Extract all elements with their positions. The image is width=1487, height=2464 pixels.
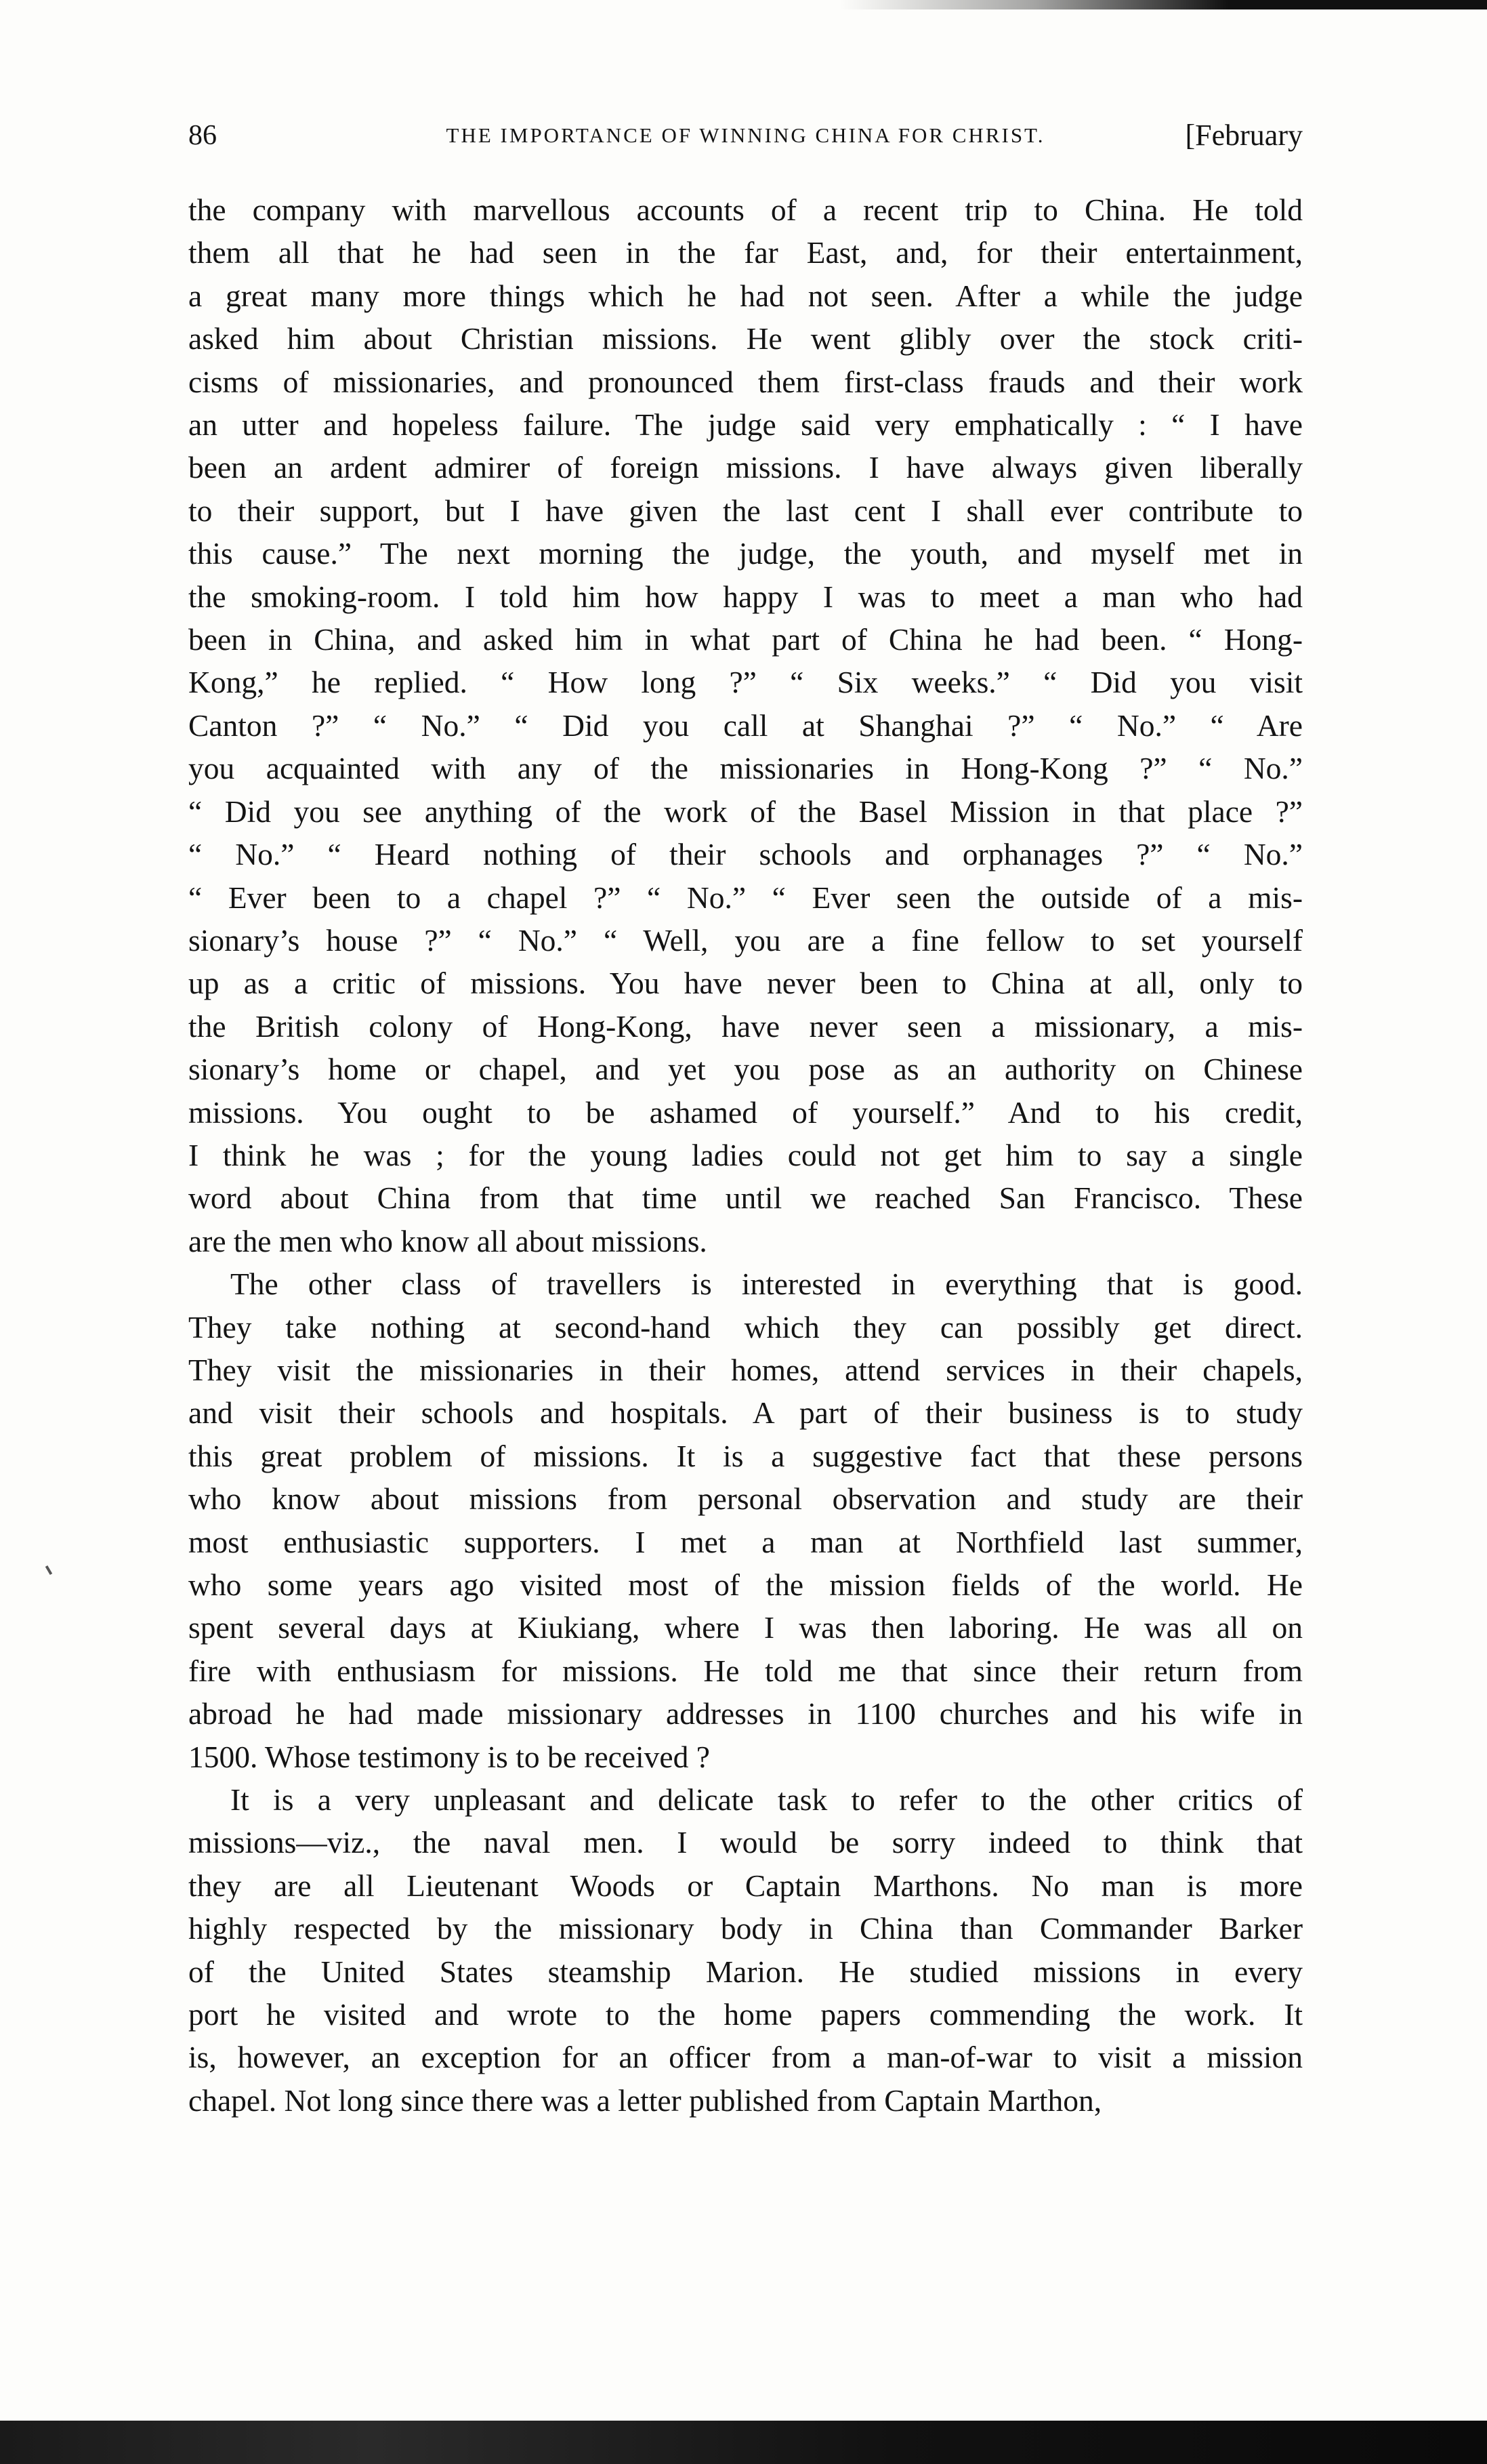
text-line: cisms of missionaries, and pronounced them first-class frauds and their work — [188, 364, 1303, 399]
text-line: chapel. Not long since there was a letter published from Captain Marthon, — [188, 2082, 1102, 2118]
text-line: the smoking-room. I told him how happy I was to meet a man who had — [188, 579, 1303, 614]
text-line: port he visited and wrote to the home papers commending the work. It — [188, 1997, 1303, 2032]
text-line: word about China from that time until we reached San Francisco. These — [188, 1180, 1303, 1216]
text-line: and visit their schools and hospitals. A part of their business is to study — [188, 1395, 1303, 1431]
text-line: sionary’s house ?” “ No.” “ Well, you are a fine fellow to set yourself — [188, 922, 1303, 958]
text-line: “ Ever been to a chapel ?” “ No.” “ Ever seen the outside of a mis- — [188, 880, 1303, 915]
text-line: up as a critic of missions. You have never been to China at all, only to — [188, 966, 1303, 1001]
text-line: most enthusiastic supporters. I met a man at Northfield last summer, — [188, 1524, 1303, 1559]
text-line: is, however, an exception for an officer from a man-of-war to visit a mission — [188, 2040, 1303, 2075]
text-line: are the men who know all about missions. — [188, 1223, 707, 1258]
text-line: missions. You ought to be ashamed of yourself.” And to his credit, — [188, 1094, 1303, 1130]
text-line: They visit the missionaries in their homes, attend services in their chapels, — [188, 1352, 1303, 1387]
text-line: spent several days at Kiukiang, where I was then laboring. He was all on — [188, 1610, 1303, 1645]
scan-edge-top — [840, 0, 1487, 9]
text-line: 1500. Whose testimony is to be received ? — [188, 1739, 710, 1774]
page-number: 86 — [188, 120, 217, 151]
text-line: “ No.” “ Heard nothing of their schools and orphanages ?” “ No.” — [188, 837, 1303, 872]
text-line: Canton ?” “ No.” “ Did you call at Shanghai ?” “ No.” “ Are — [188, 707, 1303, 743]
text-line: this cause.” The next morning the judge, the youth, and myself met in — [188, 536, 1303, 571]
text-line: them all that he had seen in the far East, and, for their entertainment, — [188, 235, 1303, 270]
scan-edge-bottom — [0, 2421, 1487, 2464]
text-line: a great many more things which he had not seen. After a while the judge — [188, 278, 1303, 313]
text-line: They take nothing at second-hand which they can possibly get direct. — [188, 1309, 1303, 1344]
text-line: to their support, but I have given the last cent I shall ever contribute to — [188, 493, 1303, 528]
scan-speck — [45, 1565, 52, 1575]
running-month: [February — [1185, 119, 1303, 152]
text-line: who know about missions from personal observation and study are their — [188, 1481, 1303, 1517]
text-line: highly respected by the missionary body in China than Commander Barker — [188, 1911, 1303, 1946]
text-line: I think he was ; for the young ladies could not get him to say a single — [188, 1137, 1303, 1172]
text-line: the company with marvellous accounts of a recent trip to China. He told — [188, 192, 1303, 227]
running-header — [188, 115, 1303, 156]
text-line: who some years ago visited most of the mission fields of the world. He — [188, 1567, 1303, 1602]
text-line: fire with enthusiasm for missions. He told me that since their return from — [188, 1653, 1303, 1688]
text-line: asked him about Christian missions. He went glibly over the stock criti- — [188, 321, 1303, 356]
text-line: missions—viz., the naval men. I would be sorry indeed to think that — [188, 1825, 1303, 1860]
text-line: sionary’s home or chapel, and yet you pose as an authority on Chinese — [188, 1052, 1303, 1087]
text-line: been in China, and asked him in what part of China he had been. “ Hong- — [188, 622, 1303, 657]
text-line: you acquainted with any of the missionaries in Hong-Kong ?” “ No.” — [188, 751, 1303, 786]
text-line: an utter and hopeless failure. The judge said very emphatically : “ I have — [188, 407, 1303, 443]
text-line: Kong,” he replied. “ How long ?” “ Six weeks.” “ Did you visit — [188, 665, 1303, 700]
text-line: It is a very unpleasant and delicate task to refer to the other critics of — [230, 1782, 1303, 1818]
text-line: of the United States steamship Marion. He studied missions in every — [188, 1954, 1303, 1989]
text-line: this great problem of missions. It is a suggestive fact that these persons — [188, 1438, 1303, 1473]
body-text — [188, 188, 1303, 2122]
text-line: The other class of travellers is interested in everything that is good. — [230, 1267, 1303, 1302]
text-line: they are all Lieutenant Woods or Captain Marthons. No man is more — [188, 1868, 1303, 1903]
text-line: the British colony of Hong-Kong, have never seen a missionary, a mis- — [188, 1008, 1303, 1044]
text-line: abroad he had made missionary addresses in 1100 churches and his wife in — [188, 1696, 1303, 1731]
text-line: “ Did you see anything of the work of the Basel Mission in that place ?” — [188, 794, 1303, 829]
text-line: been an ardent admirer of foreign missions. I have always given liberally — [188, 450, 1303, 485]
running-title: THE IMPORTANCE OF WINNING CHINA FOR CHRIST. — [446, 123, 1045, 147]
